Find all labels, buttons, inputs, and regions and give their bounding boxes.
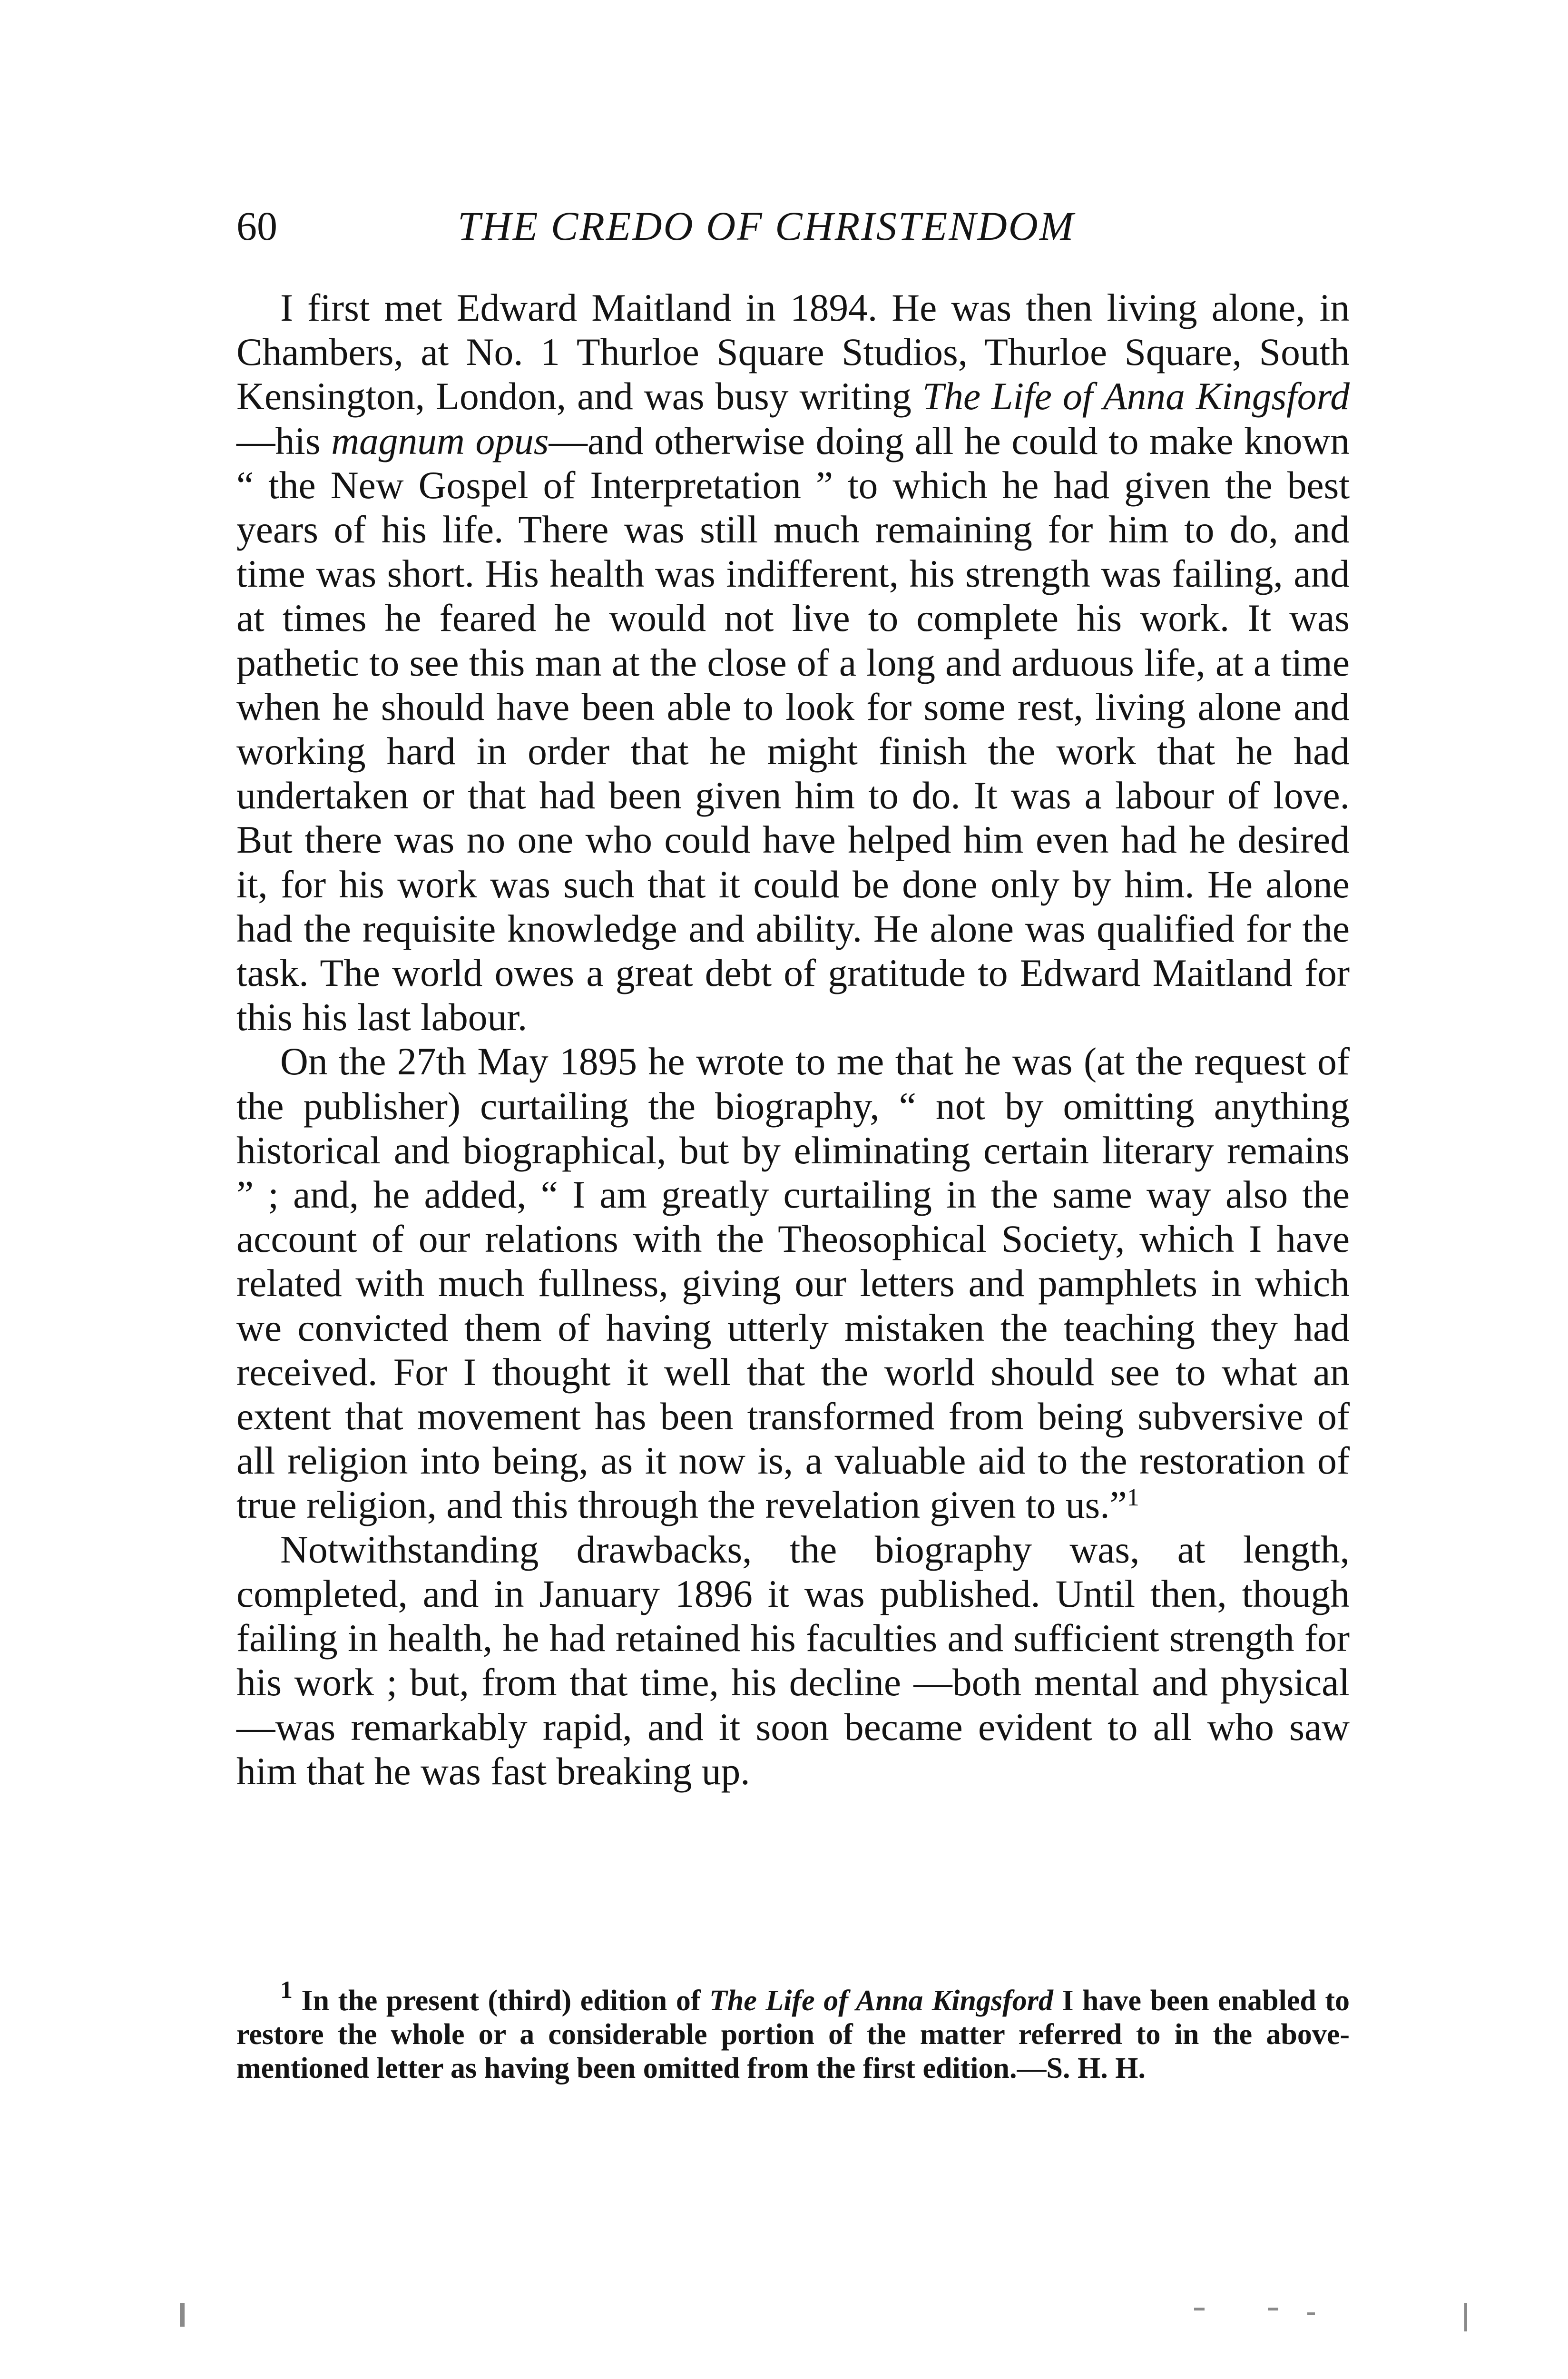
footnote-book-title-italic: The Life of Anna Kingsford — [709, 1985, 1053, 2017]
page-header — [236, 200, 1350, 252]
footnote-text — [236, 1976, 1350, 2085]
paragraph-3-text: Notwithstanding drawbacks, the biography was, at length, completed, and in January 1896 it was published. Until then, though failing in health, he had retained his faculties and sufficient strength for his work ; but, from that time, his decline —both mental and physical—was remarkably rapid, and it soon became evident to all who saw him that he was fast breaking up. — [236, 1527, 1350, 1793]
footnote-text-b: I have been enabled to restore the whole or a considerable portion of the matter referred to in the above-mentioned letter as having been omitted from the first edition.—S. H. H. — [236, 1985, 1350, 2084]
paragraph-1 — [236, 285, 1350, 1039]
scan-artifact-left — [180, 2303, 185, 2327]
paragraph-2-text: On the 27th May 1895 he wrote to me that he was (at the request of the publisher) curtailing the biography, “ not by omitting anything historical and biographical, but by eliminating certain literary remains ” ; and, he added, “ I am greatly curtailing in the same way also the account of our relations with the Theosophical Society, which I have related with much fullness, giving our letters and pamphlets in which we convicted them of having utterly mistaken the teaching they had received. For I thought it well that the world should see to what an extent that movement has been transformed from being subversive of all religion into being, as it now is, a valuable aid to the restoration of true religion, and this through the revelation given to us.” — [236, 1040, 1350, 1527]
scan-artifact-bottom-3 — [1307, 2312, 1315, 2315]
footnote-reference[interactable]: 1 — [1127, 1484, 1139, 1512]
paragraph-1-text-c: —and otherwise doing all he could to make known “ the New Gospel of Interpretation ” to which he had given the best years of his life. There was still much remaining for him to do, and time was short. His health was indifferent, his strength was failing, and at times he feared he would not live to complete his work. It was pathetic to see this man at the close of a long and arduous life, at a time when he should have been able to look for some rest, living alone and working hard in order that he might finish the work that he had undertaken or that had been given him to do. It was a labour of love. But there was no one who could have helped him even had he desired it, for his work was such that it could be done only by him. He alone had the requisite knowledge and ability. He alone was qualified for the task. The world owes a great debt of gratitude to Edward Maitland for this his last labour. — [236, 419, 1350, 1039]
scan-artifact-bottom-2 — [1268, 2308, 1278, 2310]
body-text — [236, 285, 1350, 1793]
scan-artifact-bottom-1 — [1194, 2308, 1205, 2310]
book-title-italic: The Life of Anna Kingsford — [922, 374, 1350, 418]
running-title: THE CREDO OF CHRISTENDOM — [458, 203, 1075, 249]
footnote — [236, 1976, 1350, 2085]
footnote-text-a: In the present (third) edition of — [293, 1985, 709, 2017]
scan-artifact-right — [1464, 2303, 1467, 2331]
latin-phrase-italic: magnum opus — [331, 419, 549, 462]
paragraph-1-text-b: —his — [236, 419, 332, 462]
paragraph-1-text-a: I first met Edward Maitland in 1894. He was then living alone, in Chambers, at No. 1 Thurloe Square Studios, Thurloe Square, South Kensington, London, and was busy writing — [236, 286, 1350, 418]
page-number: 60 — [236, 203, 277, 249]
paragraph-2 — [236, 1039, 1350, 1527]
paragraph-3 — [236, 1527, 1350, 1793]
footnote-marker: 1 — [280, 1976, 293, 2004]
